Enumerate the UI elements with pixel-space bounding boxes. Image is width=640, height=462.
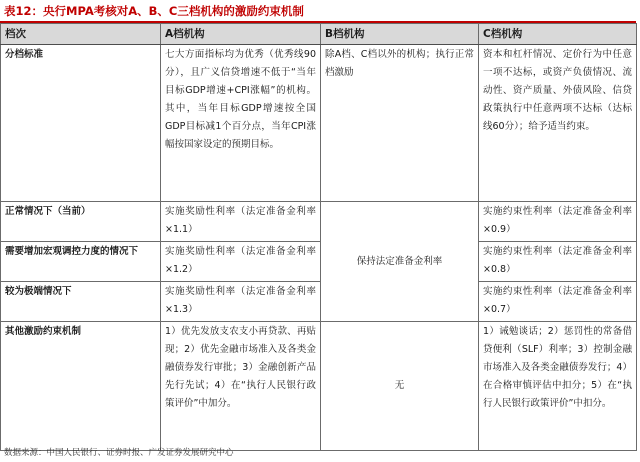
cell-macro-a: 实施奖励性利率（法定准备金利率×1.2） [161, 242, 321, 282]
header-a: A档机构 [161, 24, 321, 45]
row-label-macro: 需要增加宏观调控力度的情况下 [1, 242, 161, 282]
table-row-other [1, 322, 637, 451]
cell-macro-c: 实施约束性利率（法定准备金利率×0.8） [479, 242, 637, 282]
cell-standard-c: 资本和杠杆情况、定价行为中任意一项不达标，或资产负债情况、流动性、资产质量、外债风险、信贷政策执行中任意两项不达标（达标线60分）；给予适当约束。 [479, 45, 637, 202]
table-row-macro [1, 242, 637, 282]
cell-b-merged: 保持法定准备金利率 [321, 202, 479, 322]
cell-standard-b: 除A档、C档以外的机构；执行正常档激励 [321, 45, 479, 202]
cell-other-c: 1）诫勉谈话；2）惩罚性的常备借贷便利（SLF）利率；3）控制金融市场准入及各类金融债券发行；4）在合格审慎评估中扣分；5）在“执行人民银行政策评价”中扣分。 [479, 322, 637, 451]
row-label-normal: 正常情况下（当前） [1, 202, 161, 242]
table-title: 表12：央行MPA考核对A、B、C三档机构的激励约束机制 [4, 4, 304, 18]
table-row-extreme [1, 282, 637, 322]
row-label-standard: 分档标准 [1, 45, 161, 202]
table-row-normal [1, 202, 637, 242]
cell-normal-a: 实施奖励性利率（法定准备金利率×1.1） [161, 202, 321, 242]
row-label-extreme: 较为极端情况下 [1, 282, 161, 322]
cell-other-b: 无 [321, 322, 479, 451]
cell-extreme-c: 实施约束性利率（法定准备金利率×0.7） [479, 282, 637, 322]
table-row-standard [1, 45, 637, 202]
header-b: B档机构 [321, 24, 479, 45]
header-c: C档机构 [479, 24, 637, 45]
cell-other-a: 1）优先发放支农支小再贷款、再贴现；2）优先金融市场准入及各类金融债券发行审批；3）金融创新产品先行先试；4）在“执行人民银行政策评价”中加分。 [161, 322, 321, 451]
mpa-incentive-table [0, 23, 637, 451]
header-tier: 档次 [1, 24, 161, 45]
row-label-other: 其他激励约束机制 [1, 322, 161, 451]
source-note: 数据来源：中国人民银行、证券时报、广发证券发展研究中心 [4, 448, 234, 458]
cell-standard-a: 七大方面指标均为优秀（优秀线90分），且广义信贷增速不低于“当年目标GDP增速+CPI涨幅”的机构。其中，当年目标GDP增速按全国GDP目标减1个百分点，当年CPI涨幅按国家设定的预期目标。 [161, 45, 321, 202]
cell-extreme-a: 实施奖励性利率（法定准备金利率×1.3） [161, 282, 321, 322]
table-header-row [1, 24, 637, 45]
cell-normal-c: 实施约束性利率（法定准备金利率×0.9） [479, 202, 637, 242]
